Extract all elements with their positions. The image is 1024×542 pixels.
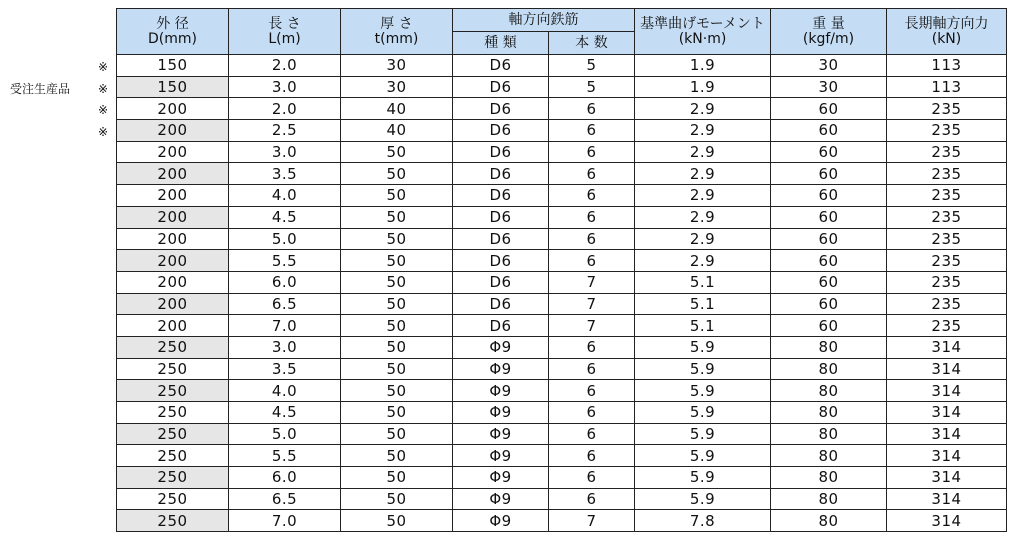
note-mark: ※: [97, 103, 108, 118]
cell-weight: 60: [771, 141, 887, 163]
cell-thickness: 50: [341, 423, 453, 445]
cell-thickness: 50: [341, 271, 453, 293]
header-rebar-count: 本 数: [549, 32, 635, 55]
cell-length: 7.0: [229, 510, 341, 532]
table-row: [117, 358, 1007, 380]
cell-axial: 235: [887, 98, 1007, 120]
spec-table: [116, 8, 1007, 532]
header-axial-unit: (kN): [931, 30, 962, 47]
table-body: [117, 55, 1007, 532]
cell-weight: 60: [771, 98, 887, 120]
cell-rebar-count: 6: [549, 358, 635, 380]
cell-moment: 5.1: [635, 315, 771, 337]
cell-weight: 60: [771, 293, 887, 315]
cell-thickness: 50: [341, 510, 453, 532]
cell-weight: 60: [771, 163, 887, 185]
cell-weight: 60: [771, 228, 887, 250]
cell-thickness: 50: [341, 445, 453, 467]
cell-rebar-type: D6: [453, 76, 549, 98]
cell-weight: 80: [771, 336, 887, 358]
cell-length: 4.5: [229, 402, 341, 424]
table-row: [117, 423, 1007, 445]
header-moment: [635, 9, 771, 55]
cell-axial: 235: [887, 315, 1007, 337]
cell-rebar-type: D6: [453, 98, 549, 120]
cell-weight: 60: [771, 271, 887, 293]
cell-weight: 60: [771, 185, 887, 207]
cell-moment: 5.9: [635, 445, 771, 467]
table-row: [117, 402, 1007, 424]
cell-moment: 2.9: [635, 98, 771, 120]
cell-length: 3.5: [229, 358, 341, 380]
cell-diameter: 250: [117, 423, 229, 445]
cell-length: 4.5: [229, 206, 341, 228]
cell-moment: 1.9: [635, 55, 771, 77]
table-row: [117, 250, 1007, 272]
cell-rebar-type: D6: [453, 228, 549, 250]
cell-axial: 235: [887, 250, 1007, 272]
header-length-title: 長 さ: [268, 15, 301, 32]
cell-moment: 5.9: [635, 380, 771, 402]
table-row: [117, 163, 1007, 185]
cell-rebar-count: 6: [549, 336, 635, 358]
cell-axial: 113: [887, 55, 1007, 77]
table-row: [117, 293, 1007, 315]
cell-weight: 60: [771, 250, 887, 272]
cell-diameter: 150: [117, 55, 229, 77]
cell-thickness: 50: [341, 141, 453, 163]
side-row: [0, 100, 116, 122]
cell-thickness: 50: [341, 467, 453, 489]
cell-axial: 235: [887, 141, 1007, 163]
cell-weight: 60: [771, 120, 887, 142]
cell-axial: 314: [887, 402, 1007, 424]
side-row: [0, 57, 116, 79]
cell-rebar-count: 6: [549, 445, 635, 467]
cell-length: 7.0: [229, 315, 341, 337]
cell-moment: 7.8: [635, 510, 771, 532]
cell-diameter: 200: [117, 271, 229, 293]
cell-rebar-type: D6: [453, 206, 549, 228]
cell-axial: 235: [887, 185, 1007, 207]
cell-diameter: 250: [117, 402, 229, 424]
cell-weight: 30: [771, 55, 887, 77]
header-weight-unit: (kgf/m): [802, 30, 855, 47]
cell-length: 5.0: [229, 228, 341, 250]
cell-rebar-count: 6: [549, 141, 635, 163]
cell-length: 3.0: [229, 336, 341, 358]
header-weight-title: 重 量: [812, 15, 845, 32]
cell-moment: 2.9: [635, 120, 771, 142]
cell-rebar-type: Φ9: [453, 510, 549, 532]
cell-length: 3.0: [229, 76, 341, 98]
cell-diameter: 200: [117, 206, 229, 228]
cell-thickness: 50: [341, 206, 453, 228]
cell-moment: 5.9: [635, 488, 771, 510]
cell-length: 4.0: [229, 185, 341, 207]
header-diameter: [117, 9, 229, 55]
cell-rebar-count: 6: [549, 250, 635, 272]
side-row: [0, 79, 116, 101]
cell-length: 4.0: [229, 380, 341, 402]
cell-rebar-count: 6: [549, 185, 635, 207]
cell-rebar-count: 5: [549, 55, 635, 77]
cell-length: 5.0: [229, 423, 341, 445]
cell-thickness: 40: [341, 120, 453, 142]
table-row: [117, 510, 1007, 532]
cell-diameter: 250: [117, 358, 229, 380]
order-production-label: 受注生産品: [10, 81, 71, 96]
cell-axial: 314: [887, 467, 1007, 489]
cell-axial: 314: [887, 488, 1007, 510]
cell-diameter: 150: [117, 76, 229, 98]
cell-rebar-type: D6: [453, 271, 549, 293]
header-length: [229, 9, 341, 55]
cell-weight: 80: [771, 380, 887, 402]
cell-thickness: 50: [341, 336, 453, 358]
cell-weight: 80: [771, 467, 887, 489]
cell-thickness: 30: [341, 76, 453, 98]
cell-length: 5.5: [229, 445, 341, 467]
cell-rebar-count: 6: [549, 423, 635, 445]
cell-rebar-type: Φ9: [453, 423, 549, 445]
header-weight: [771, 9, 887, 55]
side-row: [0, 122, 116, 144]
cell-thickness: 50: [341, 488, 453, 510]
header-diameter-unit: D(mm): [148, 30, 197, 47]
table-row: [117, 271, 1007, 293]
cell-diameter: 200: [117, 185, 229, 207]
cell-rebar-count: 6: [549, 163, 635, 185]
header-axial: [887, 9, 1007, 55]
header-diameter-title: 外 径: [156, 15, 189, 32]
cell-weight: 80: [771, 423, 887, 445]
cell-diameter: 250: [117, 445, 229, 467]
cell-diameter: 250: [117, 380, 229, 402]
cell-weight: 80: [771, 445, 887, 467]
header-axial-title: 長期軸方向力: [904, 15, 989, 32]
cell-diameter: 200: [117, 293, 229, 315]
cell-rebar-count: 7: [549, 293, 635, 315]
note-mark: ※: [97, 60, 108, 74]
cell-rebar-count: 7: [549, 315, 635, 337]
cell-weight: 80: [771, 488, 887, 510]
table-row: [117, 185, 1007, 207]
cell-axial: 314: [887, 423, 1007, 445]
cell-axial: 235: [887, 293, 1007, 315]
cell-axial: 314: [887, 358, 1007, 380]
header-rebar-type: 種 類: [453, 32, 549, 55]
cell-weight: 80: [771, 510, 887, 532]
cell-rebar-count: 7: [549, 510, 635, 532]
cell-length: 2.0: [229, 98, 341, 120]
cell-axial: 314: [887, 510, 1007, 532]
cell-diameter: 250: [117, 488, 229, 510]
table-row: [117, 141, 1007, 163]
table-row: [117, 228, 1007, 250]
cell-axial: 314: [887, 445, 1007, 467]
table-row: [117, 55, 1007, 77]
cell-rebar-type: Φ9: [453, 336, 549, 358]
cell-rebar-type: D6: [453, 293, 549, 315]
side-annotations: [0, 57, 116, 144]
cell-moment: 5.1: [635, 293, 771, 315]
cell-thickness: 50: [341, 163, 453, 185]
table-row: [117, 120, 1007, 142]
cell-length: 6.0: [229, 467, 341, 489]
header-thickness: [341, 9, 453, 55]
cell-rebar-count: 6: [549, 206, 635, 228]
cell-weight: 80: [771, 358, 887, 380]
cell-weight: 60: [771, 315, 887, 337]
table-row: [117, 76, 1007, 98]
cell-diameter: 200: [117, 120, 229, 142]
cell-rebar-type: D6: [453, 250, 549, 272]
cell-rebar-count: 6: [549, 380, 635, 402]
cell-diameter: 250: [117, 467, 229, 489]
cell-rebar-count: 6: [549, 488, 635, 510]
table-row: [117, 206, 1007, 228]
cell-axial: 235: [887, 206, 1007, 228]
cell-moment: 2.9: [635, 228, 771, 250]
table-row: [117, 467, 1007, 489]
cell-rebar-count: 6: [549, 98, 635, 120]
cell-rebar-type: D6: [453, 163, 549, 185]
table-row: [117, 336, 1007, 358]
cell-rebar-type: D6: [453, 315, 549, 337]
cell-thickness: 50: [341, 380, 453, 402]
cell-diameter: 200: [117, 315, 229, 337]
cell-rebar-type: D6: [453, 120, 549, 142]
cell-rebar-type: Φ9: [453, 488, 549, 510]
cell-thickness: 30: [341, 55, 453, 77]
cell-moment: 1.9: [635, 76, 771, 98]
table-row: [117, 488, 1007, 510]
table-row: [117, 98, 1007, 120]
cell-moment: 5.9: [635, 423, 771, 445]
cell-moment: 2.9: [635, 206, 771, 228]
cell-rebar-type: Φ9: [453, 358, 549, 380]
cell-moment: 5.9: [635, 358, 771, 380]
cell-diameter: 200: [117, 228, 229, 250]
cell-length: 2.5: [229, 120, 341, 142]
cell-axial: 235: [887, 228, 1007, 250]
header-length-unit: L(m): [268, 30, 301, 47]
table-row: [117, 445, 1007, 467]
cell-rebar-type: D6: [453, 55, 549, 77]
cell-weight: 80: [771, 402, 887, 424]
cell-axial: 235: [887, 120, 1007, 142]
cell-rebar-count: 7: [549, 271, 635, 293]
table-row: [117, 380, 1007, 402]
cell-moment: 5.1: [635, 271, 771, 293]
cell-rebar-type: Φ9: [453, 402, 549, 424]
cell-moment: 2.9: [635, 141, 771, 163]
cell-weight: 30: [771, 76, 887, 98]
cell-rebar-count: 5: [549, 76, 635, 98]
cell-length: 3.0: [229, 141, 341, 163]
cell-diameter: 200: [117, 163, 229, 185]
cell-diameter: 250: [117, 336, 229, 358]
header-moment-title: 基準曲げモーメント: [640, 15, 765, 32]
cell-rebar-count: 6: [549, 228, 635, 250]
cell-length: 6.5: [229, 293, 341, 315]
table-row: [117, 315, 1007, 337]
cell-thickness: 50: [341, 185, 453, 207]
cell-length: 3.5: [229, 163, 341, 185]
cell-moment: 2.9: [635, 185, 771, 207]
cell-moment: 2.9: [635, 163, 771, 185]
cell-diameter: 200: [117, 98, 229, 120]
note-mark: ※: [97, 81, 108, 96]
header-rebar: 軸方向鉄筋: [453, 9, 635, 32]
cell-length: 6.5: [229, 488, 341, 510]
cell-axial: 113: [887, 76, 1007, 98]
cell-rebar-type: Φ9: [453, 445, 549, 467]
cell-moment: 5.9: [635, 336, 771, 358]
note-mark: ※: [97, 125, 108, 140]
cell-diameter: 200: [117, 141, 229, 163]
cell-axial: 235: [887, 163, 1007, 185]
cell-diameter: 200: [117, 250, 229, 272]
cell-thickness: 40: [341, 98, 453, 120]
header-moment-unit: (kN·m): [678, 30, 727, 47]
cell-length: 6.0: [229, 271, 341, 293]
cell-length: 2.0: [229, 55, 341, 77]
cell-rebar-count: 6: [549, 467, 635, 489]
cell-moment: 2.9: [635, 250, 771, 272]
header-thickness-title: 厚 さ: [380, 15, 413, 32]
cell-length: 5.5: [229, 250, 341, 272]
cell-thickness: 50: [341, 228, 453, 250]
cell-rebar-type: Φ9: [453, 380, 549, 402]
cell-thickness: 50: [341, 358, 453, 380]
cell-weight: 60: [771, 206, 887, 228]
cell-moment: 5.9: [635, 467, 771, 489]
cell-diameter: 250: [117, 510, 229, 532]
cell-rebar-count: 6: [549, 120, 635, 142]
cell-rebar-type: Φ9: [453, 467, 549, 489]
table-header: [117, 9, 1007, 55]
cell-thickness: 50: [341, 315, 453, 337]
cell-thickness: 50: [341, 250, 453, 272]
cell-axial: 314: [887, 380, 1007, 402]
cell-thickness: 50: [341, 293, 453, 315]
cell-thickness: 50: [341, 402, 453, 424]
cell-rebar-type: D6: [453, 185, 549, 207]
cell-rebar-type: D6: [453, 141, 549, 163]
cell-axial: 314: [887, 336, 1007, 358]
cell-axial: 235: [887, 271, 1007, 293]
cell-moment: 5.9: [635, 402, 771, 424]
cell-rebar-count: 6: [549, 402, 635, 424]
header-thickness-unit: t(mm): [374, 30, 419, 47]
